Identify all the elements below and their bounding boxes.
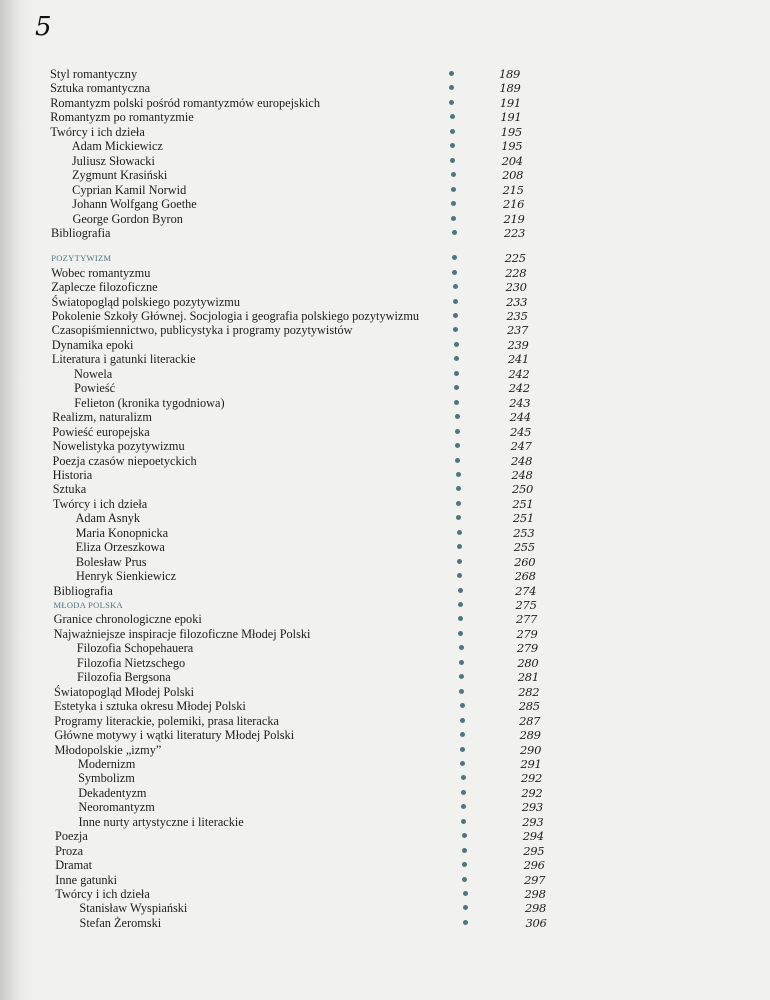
leader-bullet bbox=[449, 85, 454, 90]
leader-bullet bbox=[450, 143, 455, 148]
toc-entry bbox=[0, 381, 600, 396]
toc-entry bbox=[0, 526, 600, 541]
toc-entry bbox=[0, 800, 600, 815]
toc-entry bbox=[0, 352, 600, 367]
leader-bullet bbox=[454, 356, 459, 361]
page-ref: 189 bbox=[499, 67, 521, 81]
toc-entry bbox=[0, 901, 600, 916]
toc-entry bbox=[0, 873, 600, 888]
leader-bullet bbox=[449, 100, 454, 105]
page-ref: 191 bbox=[499, 95, 521, 110]
leader-bullet bbox=[450, 158, 455, 163]
leader-bullet bbox=[454, 342, 459, 347]
page-ref: 291 bbox=[520, 756, 542, 771]
entry-title: Proza bbox=[55, 843, 84, 858]
entry-title: Poezja czasów niepoetyckich bbox=[52, 453, 197, 468]
entry-title: Historia bbox=[52, 467, 93, 482]
leader-bullet bbox=[454, 371, 459, 376]
leader-bullet bbox=[455, 443, 460, 448]
leader-bullet bbox=[453, 284, 458, 289]
page-ref: 260 bbox=[514, 554, 536, 569]
leader-bullet bbox=[460, 732, 465, 737]
leader-bullet bbox=[461, 775, 466, 780]
entry-title: Eliza Orzeszkowa bbox=[75, 540, 165, 555]
entry-title: Styl romantyczny bbox=[50, 67, 138, 81]
toc-entry bbox=[0, 168, 600, 183]
leader-bullet bbox=[455, 429, 460, 434]
page-ref: 275 bbox=[515, 598, 537, 613]
entry-title: Estetyka i sztuka okresu Młodej Polski bbox=[54, 699, 246, 714]
leader-bullet bbox=[459, 645, 464, 650]
toc-entry bbox=[0, 497, 600, 512]
page-ref: 248 bbox=[511, 453, 533, 468]
toc-entry bbox=[0, 338, 600, 353]
entry-title: Twórcy i ich dzieła bbox=[52, 496, 148, 511]
leader-bullet bbox=[449, 71, 454, 76]
page-ref: 216 bbox=[503, 197, 525, 212]
page-ref: 242 bbox=[508, 381, 530, 396]
entry-title: Bolesław Prus bbox=[75, 554, 147, 569]
leader-bullet bbox=[462, 877, 467, 882]
entry-title: Młodopolskie „izmy” bbox=[54, 742, 162, 757]
entry-title: Modernizm bbox=[77, 756, 136, 771]
toc-entry bbox=[0, 757, 600, 772]
page-ref: 251 bbox=[512, 511, 534, 526]
entry-title: Światopogląd Młodej Polski bbox=[54, 684, 195, 699]
page-ref: 294 bbox=[522, 829, 544, 844]
toc-entry bbox=[0, 468, 600, 483]
toc-entry bbox=[0, 81, 600, 96]
toc-entry bbox=[0, 641, 600, 656]
leader-bullet bbox=[463, 905, 468, 910]
leader-bullet bbox=[460, 703, 465, 708]
entry-title: Nowela bbox=[74, 366, 113, 381]
entry-title: Dynamika epoki bbox=[51, 337, 134, 352]
entry-title: George Gordon Byron bbox=[72, 211, 183, 226]
leader-bullet bbox=[459, 689, 464, 694]
toc-entry bbox=[0, 183, 600, 198]
entry-title: Filozofia Nietzschego bbox=[76, 655, 186, 670]
toc-entry bbox=[0, 771, 600, 786]
toc-entry bbox=[0, 627, 600, 642]
entry-title: Henryk Sienkiewicz bbox=[76, 569, 177, 584]
toc-entry bbox=[0, 670, 600, 685]
toc-entry bbox=[0, 656, 600, 671]
entry-title: Realizm, naturalizm bbox=[52, 410, 152, 425]
entry-title: Adam Asnyk bbox=[75, 511, 141, 526]
toc-entry bbox=[0, 685, 600, 700]
entry-title: Inne gatunki bbox=[55, 872, 118, 887]
toc-entry bbox=[0, 410, 600, 425]
page-ref: 228 bbox=[505, 265, 527, 280]
toc-entry bbox=[0, 612, 600, 627]
entry-title: Zaplecze filozoficzne bbox=[51, 280, 158, 295]
entry-title: Literatura i gatunki literackie bbox=[51, 352, 196, 367]
section-heading: POZYTYWIZM bbox=[51, 253, 112, 264]
page-ref: 223 bbox=[503, 225, 525, 240]
leader-bullet bbox=[456, 515, 461, 520]
leader-bullet bbox=[451, 187, 456, 192]
page-ref: 292 bbox=[520, 771, 542, 786]
page-ref: 230 bbox=[505, 280, 527, 295]
section-heading: MŁODA POLSKA bbox=[53, 600, 123, 611]
toc-entry bbox=[0, 815, 600, 830]
leader-bullet bbox=[457, 559, 462, 564]
toc-entry bbox=[0, 584, 600, 599]
entry-title: Romantyzm po romantyzmie bbox=[50, 110, 194, 125]
entry-title: Nowelistyka pozytywizmu bbox=[52, 439, 185, 454]
toc-entry bbox=[0, 425, 600, 440]
entry-title: Dekadentyzm bbox=[78, 785, 147, 800]
toc-entry bbox=[0, 540, 600, 555]
toc-entry bbox=[0, 439, 600, 454]
entry-title: Twórcy i ich dzieła bbox=[55, 887, 150, 902]
page-ref: 298 bbox=[524, 887, 546, 902]
toc-entry bbox=[0, 226, 600, 241]
page-ref: 204 bbox=[501, 153, 523, 168]
page-ref: 290 bbox=[520, 742, 542, 757]
page-ref: 253 bbox=[513, 525, 535, 540]
leader-bullet bbox=[456, 486, 461, 491]
entry-title: Romantyzm polski pośród romantyzmów europejskich bbox=[50, 95, 320, 110]
page-ref: 241 bbox=[507, 352, 529, 367]
toc-entry bbox=[0, 110, 600, 125]
entry-title: Stefan Żeromski bbox=[79, 915, 162, 930]
page-ref: 293 bbox=[521, 800, 543, 815]
page-ref: 289 bbox=[519, 728, 541, 743]
leader-bullet bbox=[462, 848, 467, 853]
leader-bullet bbox=[454, 400, 459, 405]
entry-title: Filozofia Bergsona bbox=[77, 670, 171, 685]
toc-entry bbox=[0, 295, 600, 310]
page-ref: 239 bbox=[507, 337, 529, 352]
leader-bullet bbox=[453, 299, 458, 304]
page-ref: 298 bbox=[524, 901, 547, 916]
page-ref: 280 bbox=[517, 655, 539, 670]
leader-bullet bbox=[458, 588, 463, 593]
leader-bullet bbox=[451, 172, 456, 177]
leader-bullet bbox=[452, 230, 457, 235]
toc-entry bbox=[0, 309, 600, 324]
leader-bullet bbox=[453, 327, 458, 332]
leader-bullet bbox=[450, 114, 455, 119]
page-ref: 306 bbox=[525, 915, 547, 930]
leader-bullet bbox=[452, 270, 457, 275]
leader-bullet bbox=[450, 129, 455, 134]
toc-entry bbox=[0, 212, 600, 227]
entry-title: Powieść bbox=[74, 381, 116, 396]
toc-entry bbox=[0, 714, 600, 729]
page-ref: 251 bbox=[512, 496, 534, 511]
entry-title: Filozofia Schopehauera bbox=[76, 641, 194, 656]
entry-title: Symbolizm bbox=[78, 771, 135, 786]
page-ref: 279 bbox=[516, 641, 538, 656]
leader-bullet bbox=[462, 862, 467, 867]
toc-entry bbox=[0, 266, 600, 281]
page-ref: 233 bbox=[506, 294, 528, 309]
page-ref: 296 bbox=[523, 858, 545, 873]
entry-title: Powieść europejska bbox=[52, 424, 150, 439]
leader-bullet bbox=[458, 602, 463, 607]
entry-title: Maria Konopnicka bbox=[75, 525, 169, 540]
entry-title: Neoromantyzm bbox=[78, 800, 155, 815]
page-ref: 191 bbox=[500, 110, 522, 125]
toc-entry bbox=[0, 728, 600, 743]
entry-title: Najważniejsze inspiracje filozoficzne Młodej Polski bbox=[53, 626, 311, 641]
entry-title: Sztuka bbox=[52, 482, 87, 497]
toc-entry bbox=[0, 844, 600, 859]
entry-title: Czasopiśmiennictwo, publicystyka i programy pozytywistów bbox=[51, 323, 353, 338]
leader-bullet bbox=[456, 472, 461, 477]
toc-entry bbox=[0, 396, 600, 411]
section-heading-row bbox=[0, 251, 600, 266]
toc-entry bbox=[0, 139, 600, 154]
page-ref: 195 bbox=[501, 139, 523, 154]
page-ref: 292 bbox=[521, 785, 543, 800]
toc-entry bbox=[0, 916, 600, 931]
entry-title: Cyprian Kamil Norwid bbox=[72, 182, 187, 197]
toc-entry bbox=[0, 829, 600, 844]
toc-entry bbox=[0, 743, 600, 758]
page-ref: 247 bbox=[510, 439, 532, 454]
toc-entry bbox=[0, 482, 600, 497]
leader-bullet bbox=[453, 313, 458, 318]
toc-entry bbox=[0, 67, 600, 82]
leader-bullet bbox=[455, 458, 460, 463]
entry-title: Światopogląd polskiego pozytywizmu bbox=[51, 294, 241, 309]
page-ref: 219 bbox=[503, 211, 525, 226]
leader-bullet bbox=[462, 833, 467, 838]
toc-entry bbox=[0, 699, 600, 714]
page-ref: 189 bbox=[499, 81, 521, 96]
toc-entry bbox=[0, 96, 600, 111]
entry-title: Inne nurty artystyczne i literackie bbox=[78, 814, 244, 829]
entry-title: Felieton (kronika tygodniowa) bbox=[74, 395, 225, 410]
page-ref: 293 bbox=[522, 814, 544, 829]
toc-entry bbox=[0, 555, 600, 570]
toc-entry bbox=[0, 786, 600, 801]
page-ref: 248 bbox=[511, 467, 533, 482]
page-ref: 245 bbox=[510, 424, 532, 439]
entry-title: Bibliografia bbox=[53, 583, 113, 598]
page-ref: 243 bbox=[509, 395, 531, 410]
entry-title: Juliusz Słowacki bbox=[71, 153, 155, 168]
page-ref: 281 bbox=[517, 670, 539, 685]
entry-title: Pokolenie Szkoły Głównej. Socjologia i geografia polskiego pozytywizmu bbox=[51, 309, 420, 324]
page-ref: 215 bbox=[502, 182, 524, 197]
leader-bullet bbox=[463, 891, 468, 896]
page-ref: 255 bbox=[513, 540, 535, 555]
entry-title: Główne motywy i wątki literatury Młodej Polski bbox=[54, 728, 295, 743]
page-ref: 295 bbox=[523, 843, 545, 858]
section-heading-row bbox=[0, 598, 600, 613]
entry-title: Sztuka romantyczna bbox=[50, 81, 151, 96]
entry-title: Dramat bbox=[55, 858, 93, 873]
entry-title: Wobec romantyzmu bbox=[51, 265, 151, 280]
leader-bullet bbox=[460, 718, 465, 723]
leader-bullet bbox=[459, 674, 464, 679]
leader-bullet bbox=[460, 761, 465, 766]
leader-bullet bbox=[455, 414, 460, 419]
toc-entry bbox=[0, 887, 600, 902]
page-ref: 250 bbox=[511, 482, 533, 497]
page-ref: 237 bbox=[506, 323, 529, 338]
toc-entry bbox=[0, 323, 600, 338]
entry-title: Granice chronologiczne epoki bbox=[53, 612, 202, 627]
leader-bullet bbox=[457, 573, 462, 578]
entry-title: Zygmunt Krasiński bbox=[72, 168, 168, 183]
leader-bullet bbox=[452, 255, 457, 260]
leader-bullet bbox=[451, 216, 456, 221]
leader-bullet bbox=[456, 501, 461, 506]
toc-entry bbox=[0, 367, 600, 382]
leader-bullet bbox=[463, 920, 468, 925]
page-ref: 287 bbox=[519, 713, 541, 728]
page-ref: 285 bbox=[518, 699, 540, 714]
toc-entry bbox=[0, 511, 600, 526]
page-ref: 242 bbox=[508, 366, 530, 381]
entry-title: Stanisław Wyspiański bbox=[79, 901, 188, 916]
page-ref: 244 bbox=[509, 410, 531, 425]
page-ref: 225 bbox=[504, 251, 526, 266]
entry-title: Johann Wolfgang Goethe bbox=[72, 197, 197, 212]
page-ref: 208 bbox=[502, 168, 524, 183]
page-ref: 195 bbox=[500, 124, 522, 139]
entry-title: Twórcy i ich dzieła bbox=[50, 124, 145, 139]
page-ref: 268 bbox=[514, 569, 536, 584]
leader-bullet bbox=[461, 804, 466, 809]
page-ref: 279 bbox=[516, 626, 538, 641]
leader-bullet bbox=[454, 385, 459, 390]
toc-entry bbox=[0, 858, 600, 873]
leader-bullet bbox=[457, 544, 462, 549]
toc-entry bbox=[0, 280, 600, 295]
toc-entry bbox=[0, 125, 600, 140]
entry-title: Programy literackie, polemiki, prasa literacka bbox=[54, 713, 279, 728]
leader-bullet bbox=[457, 530, 462, 535]
page-ref: 277 bbox=[515, 612, 538, 627]
page-number: 5 bbox=[35, 12, 52, 42]
page-ref: 282 bbox=[518, 684, 540, 699]
page-ref: 235 bbox=[506, 309, 528, 324]
leader-bullet bbox=[458, 631, 463, 636]
page-ref: 274 bbox=[515, 583, 537, 598]
leader-bullet bbox=[451, 201, 456, 206]
toc-entry bbox=[0, 154, 600, 169]
toc-entry bbox=[0, 454, 600, 469]
toc-entry bbox=[0, 569, 600, 584]
entry-title: Poezja bbox=[55, 829, 88, 844]
leader-bullet bbox=[461, 819, 466, 824]
leader-bullet bbox=[460, 747, 465, 752]
page-ref: 297 bbox=[524, 872, 546, 887]
leader-bullet bbox=[461, 790, 466, 795]
entry-title: Bibliografia bbox=[51, 225, 111, 240]
entry-title: Adam Mickiewicz bbox=[71, 139, 163, 154]
leader-bullet bbox=[458, 616, 463, 621]
leader-bullet bbox=[459, 660, 464, 665]
toc-entry bbox=[0, 197, 600, 212]
